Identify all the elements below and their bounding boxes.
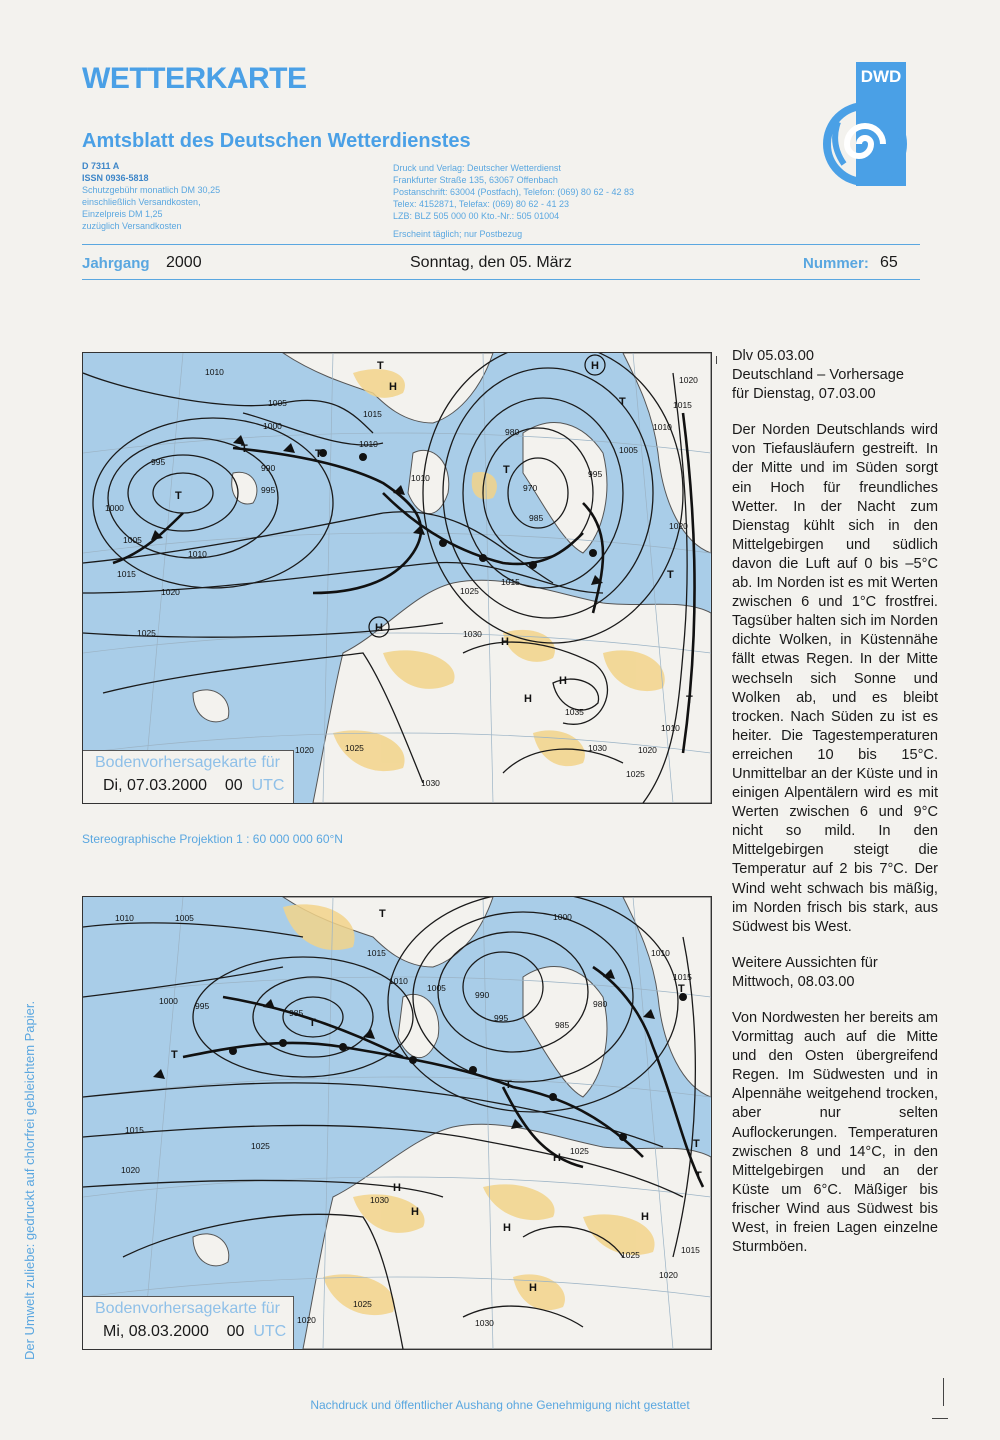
- low-center: T: [171, 1049, 178, 1061]
- isobar-label: 1020: [638, 745, 657, 755]
- issn: ISSN 0936-5818: [82, 173, 149, 183]
- caption-hour: 00: [224, 777, 243, 794]
- fee-line: zuzüglich Versandkosten: [82, 221, 182, 231]
- low-center: T: [695, 1170, 702, 1182]
- publisher-line: Frankfurter Straße 135, 63067 Offenbach: [393, 175, 558, 185]
- isobar-label: 1010: [115, 913, 134, 923]
- isobar-label: 995: [151, 457, 166, 467]
- high-center: H: [559, 675, 567, 687]
- isobar-label: 1025: [626, 769, 645, 779]
- isobar-label: 1000: [553, 912, 572, 922]
- issue-date: Sonntag, den 05. März: [410, 254, 572, 271]
- low-center: T: [503, 464, 510, 476]
- isobar-label: 980: [593, 999, 608, 1009]
- outlook-header: [732, 954, 938, 992]
- high-center: H: [524, 693, 532, 705]
- isobar-label: 1005: [268, 398, 287, 408]
- caption-date: Di, 07.03.2000: [103, 777, 208, 794]
- forecast-header-line: Dlv 05.03.00: [732, 348, 814, 364]
- forecast-map-wednesday: [82, 896, 712, 1350]
- logo-text: DWD: [860, 67, 902, 86]
- high-center: H: [553, 1152, 561, 1164]
- low-center: T: [686, 694, 693, 706]
- low-center: T: [379, 908, 386, 920]
- fee-line: Einzelpreis DM 1,25: [82, 209, 163, 219]
- isobar-label: 1020: [669, 521, 688, 531]
- isobar-label: 1025: [570, 1146, 589, 1156]
- fee-line: Schutzgebühr monatlich DM 30,25: [82, 185, 221, 195]
- map-caption: [83, 1296, 294, 1349]
- low-center: T: [667, 569, 674, 581]
- isobar-label: 990: [261, 463, 276, 473]
- caption-utc: UTC: [251, 777, 285, 794]
- postal-code: D 7311 A: [82, 161, 120, 171]
- isobar-label: 1020: [121, 1165, 140, 1175]
- environment-note: Der Umwelt zuliebe: gedruckt auf chlorfrei gebleichtem Papier.: [22, 1000, 37, 1360]
- low-center: T: [315, 448, 322, 460]
- isobar-label: 1025: [460, 586, 479, 596]
- isobar-label: 985: [289, 1008, 304, 1018]
- volume-label: Jahrgang: [82, 255, 150, 272]
- isobar-label: 1015: [367, 948, 386, 958]
- isobar-label: 970: [523, 483, 538, 493]
- frequency-line: Erscheint täglich; nur Postbezug: [393, 229, 523, 239]
- high-center: H: [393, 1182, 401, 1194]
- outlook-header-line: Mittwoch, 08.03.00: [732, 973, 855, 990]
- copyright-footer: Nachdruck und öffentlicher Aushang ohne Genehmigung nicht gestattet: [310, 1398, 690, 1412]
- outlook-header-line: Weitere Aussichten für: [732, 954, 878, 971]
- isobar-label: 1010: [411, 473, 430, 483]
- isobar-label: 990: [475, 990, 490, 1000]
- caption-title: Bodenvorhersagekarte für: [95, 1300, 280, 1317]
- isobar-label: 1015: [673, 400, 692, 410]
- high-center: H: [389, 381, 397, 393]
- isobar-label: 1015: [125, 1125, 144, 1135]
- isobar-label: 1010: [653, 422, 672, 432]
- isobar-label: 1005: [175, 913, 194, 923]
- publication-title: WETTERKARTE: [82, 62, 307, 95]
- isobar-label: 1025: [251, 1141, 270, 1151]
- isobar-label: 1020: [161, 587, 180, 597]
- high-center: H: [641, 1211, 649, 1223]
- high-center: H: [591, 360, 599, 372]
- publisher-line: Druck und Verlag: Deutscher Wetterdienst: [393, 163, 561, 173]
- isobar-label: 1020: [297, 1315, 316, 1325]
- isobar-label: 995: [494, 1013, 509, 1023]
- isobar-label: 1030: [370, 1195, 389, 1205]
- low-center: T: [309, 1017, 316, 1029]
- isobar-label: 1010: [359, 439, 378, 449]
- map-caption: [83, 750, 294, 803]
- isobar-label: 980: [505, 427, 520, 437]
- isobar-label: 1000: [159, 996, 178, 1006]
- low-center: T: [175, 490, 182, 502]
- publisher-info: [393, 162, 634, 240]
- isobar-label: 995: [195, 1001, 210, 1011]
- outlook-body: Von Nordwesten her bereits am Vormittag auch auf die Mitte und den Osten übergreifend Regen. Im Südwesten und in Alpennähe weitgehend trocken, aber nur selten Auflockerungen. Temperaturen zwischen 8 und 14°C, in den Mittelgebirgen und an der Küste um 6°C. Mäßiger bis frischer Wind aus Südwest bis West, in freien Lagen einzelne Sturmböen.: [732, 1010, 938, 1256]
- low-center: T: [619, 396, 626, 408]
- forecast-map-tuesday: [82, 352, 712, 804]
- caption-title: Bodenvorhersagekarte für: [95, 754, 280, 771]
- forecast-text: [732, 347, 938, 1274]
- isobar-label: 1025: [345, 743, 364, 753]
- isobar-label: 995: [588, 469, 603, 479]
- forecast-header-line: für Dienstag, 07.03.00: [732, 386, 876, 403]
- isobar-label: 1005: [123, 535, 142, 545]
- dwd-logo: [818, 62, 920, 188]
- high-center: H: [411, 1206, 419, 1218]
- isobar-label: 1005: [619, 445, 638, 455]
- isobar-label: 1030: [588, 743, 607, 753]
- forecast-header: [732, 347, 938, 404]
- isobar-label: 985: [529, 513, 544, 523]
- isobar-label: 1025: [353, 1299, 372, 1309]
- high-center: H: [529, 1282, 537, 1294]
- low-center: T: [678, 983, 685, 995]
- fee-line: einschließlich Versandkosten,: [82, 197, 201, 207]
- isobar-label: 1010: [389, 976, 408, 986]
- high-center: H: [501, 636, 509, 648]
- isobar-label: 1030: [463, 629, 482, 639]
- caption-date: Mi, 08.03.2000: [103, 1323, 209, 1340]
- volume-value: 2000: [166, 254, 202, 271]
- publisher-line: Postanschrift: 63004 (Postfach), Telefon: (069) 80 62 - 42 83: [393, 187, 634, 197]
- isobar-label: 1010: [188, 549, 207, 559]
- low-center: T: [505, 1079, 512, 1091]
- isobar-label: 1030: [475, 1318, 494, 1328]
- isobar-label: 1000: [263, 421, 282, 431]
- isobar-label: 1020: [295, 745, 314, 755]
- low-center: T: [377, 360, 384, 372]
- low-center: T: [241, 443, 248, 455]
- caption-datetime: [103, 777, 284, 795]
- isobar-label: 1015: [501, 577, 520, 587]
- weather-chart-wednesday: [83, 897, 711, 1349]
- publication-subtitle: Amtsblatt des Deutschen Wetterdienstes: [82, 130, 471, 152]
- isobar-label: 1005: [427, 983, 446, 993]
- publisher-line: Telex: 4152871, Telefax: (069) 80 62 - 41 23: [393, 199, 569, 209]
- low-center: T: [693, 1138, 700, 1150]
- subscription-info: [82, 160, 220, 232]
- isobar-label: 1010: [205, 367, 224, 377]
- issue-number-label: Nummer:: [803, 255, 869, 272]
- high-center: H: [375, 622, 383, 634]
- isobar-label: 985: [555, 1020, 570, 1030]
- isobar-label: 1020: [659, 1270, 678, 1280]
- projection-note: Stereographische Projektion 1 : 60 000 000 60°N: [82, 832, 343, 846]
- weather-chart-tuesday: [83, 353, 711, 803]
- caption-hour: 00: [226, 1323, 245, 1340]
- forecast-body: Der Norden Deutschlands wird von Tiefausläufern gestreift. In der Mitte und im Süden sorgt ein Hoch für freundliches Wetter. In der Nacht zum Dienstag kühlt sich in den Mittelgebirgen und südlich davon die Luft auf 0 bis –5°C ab. Im Norden ist es mit Werten zwischen 6 und 1°C frostfrei. Tagsüber halten sich im Norden dichte Wolken, in Küstennähe fällt etwas Regen. In der Mitte wechseln sich Sonne und Wolken ab, und es bleibt trocken. Nach Süden zu ist es heiter. Die Tagestemperaturen erreichen 10 bis 15°C. Unmittelbar an der Küste und in einigen Alpentälern wird es mit Werten zwischen 6 und 9°C nicht so mild. In den Mittelgebirgen steigt die Temperatur auf 2 bis 7°C. Der Wind weht schwach bis mäßig, im Norden frisch bis stark, aus Südwest bis West.: [732, 422, 938, 935]
- isobar-label: 1010: [651, 948, 670, 958]
- isobar-label: 1015: [673, 972, 692, 982]
- high-center: H: [503, 1222, 511, 1234]
- isobar-label: 1025: [137, 628, 156, 638]
- issue-number-value: 65: [880, 254, 898, 271]
- isobar-label: 1010: [661, 723, 680, 733]
- isobar-label: 1015: [363, 409, 382, 419]
- isobar-label: 1035: [565, 707, 584, 717]
- isobar-label: 1015: [681, 1245, 700, 1255]
- forecast-header-line: Deutschland – Vorhersage: [732, 367, 904, 384]
- caption-datetime: [103, 1323, 286, 1341]
- isobar-label: 995: [261, 485, 276, 495]
- isobar-label: 1025: [621, 1250, 640, 1260]
- publisher-line: LZB: BLZ 505 000 00 Kto.-Nr.: 505 01004: [393, 211, 560, 221]
- isobar-label: 1015: [117, 569, 136, 579]
- isobar-label: 1000: [105, 503, 124, 513]
- caption-utc: UTC: [253, 1323, 287, 1340]
- isobar-label: 1020: [679, 375, 698, 385]
- isobar-label: 1030: [421, 778, 440, 788]
